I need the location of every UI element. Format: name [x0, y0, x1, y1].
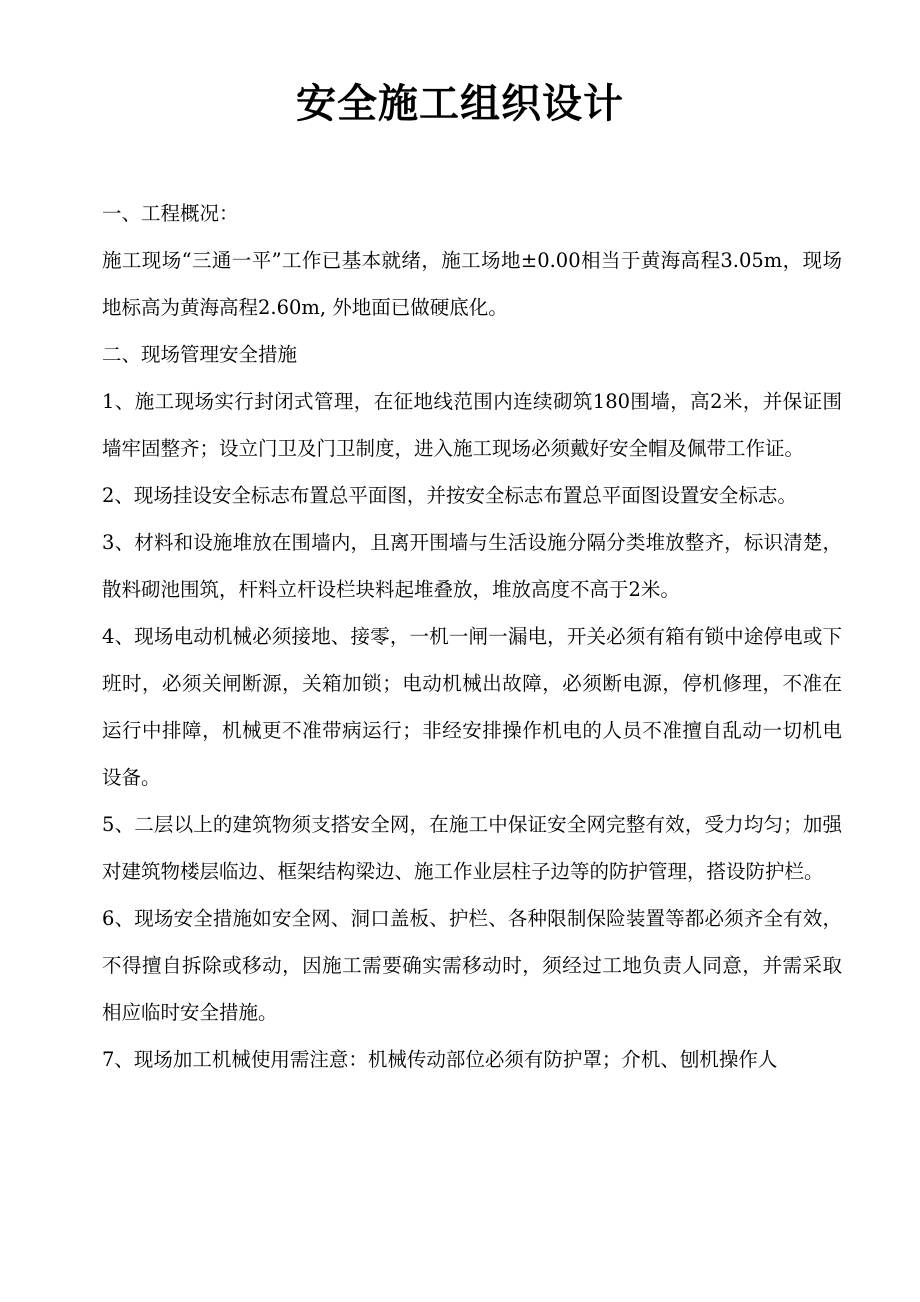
paragraph-item-3: 3、材料和设施堆放在围墙内，且离开围墙与生活设施分隔分类堆放整齐，标识清楚，散料砌池围筑，杆料立杆设栏块料起堆叠放，堆放高度不高于2米。 — [102, 531, 842, 601]
paragraph-item-5: 5、二层以上的建筑物须支搭安全网，在施工中保证安全网完整有效，受力均匀；加强对建筑物楼层临边、框架结构梁边、施工作业层柱子边等的防护管理，搭设防护栏。 — [102, 813, 842, 883]
document-body — [102, 190, 842, 1083]
section-heading-overview: 一、工程概况： — [102, 202, 239, 225]
document-title: 安全施工组织设计 — [296, 80, 624, 127]
paragraph-item-6: 6、现场安全措施如安全网、洞口盖板、护栏、各种限制保险装置等都必须齐全有效，不得擅自拆除或移动，因施工需要确实需移动时，须经过工地负责人同意，并需采取相应临时安全措施。 — [102, 907, 842, 1024]
paragraph-item-1: 1、施工现场实行封闭式管理，在征地线范围内连续砌筑180围墙，高2米，并保证围墙牢固整齐；设立门卫及门卫制度，进入施工现场必须戴好安全帽及佩带工作证。 — [102, 390, 842, 460]
paragraph-overview: 施工现场“三通一平”工作已基本就绪，施工场地±0.00相当于黄海高程3.05m，现场地标高为黄海高程2.60m, 外地面已做硬底化。 — [102, 249, 842, 319]
paragraph-item-2: 2、现场挂设安全标志布置总平面图，并按安全标志布置总平面图设置安全标志。 — [102, 484, 797, 507]
paragraph-item-4: 4、现场电动机械必须接地、接零，一机一闸一漏电，开关必须有箱有锁中途停电或下班时，必须关闸断源，关箱加锁；电动机械出故障，必须断电源，停机修理，不准在运行中排障，机械更不准带病运行；非经安排操作机电的人员不准擅自乱动一切机电设备。 — [102, 625, 842, 789]
paragraph-item-7: 7、现场加工机械使用需注意：机械传动部位必须有防护罩；介机、刨机操作人 — [102, 1048, 778, 1071]
section-heading-safety-measures: 二、现场管理安全措施 — [102, 343, 298, 366]
